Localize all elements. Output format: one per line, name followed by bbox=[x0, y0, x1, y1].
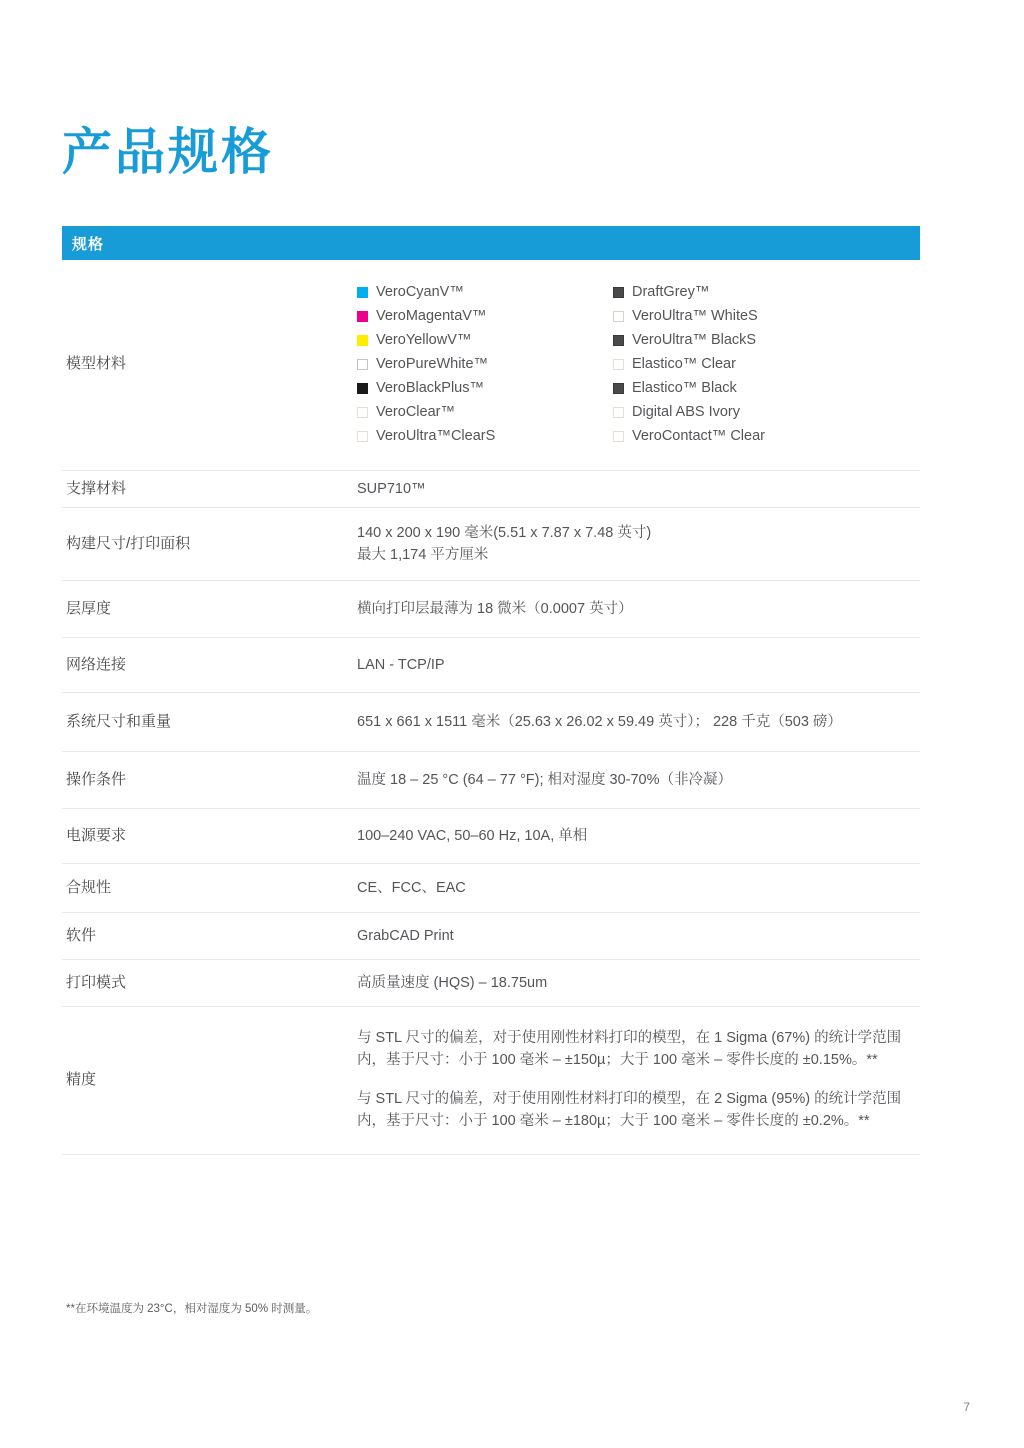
material-label: VeroUltra™ClearS bbox=[376, 428, 496, 444]
material-label: VeroContact™ Clear bbox=[632, 428, 765, 444]
material-item bbox=[357, 280, 613, 304]
material-swatch-icon bbox=[357, 335, 368, 346]
material-label: VeroClear™ bbox=[376, 404, 455, 420]
spec-row-power bbox=[62, 809, 920, 864]
material-label: Elastico™ Black bbox=[632, 380, 737, 396]
spec-row-label: 网络连接 bbox=[66, 656, 127, 673]
spec-table bbox=[62, 226, 920, 1155]
spec-value-line: CE、FCC、EAC bbox=[357, 880, 466, 896]
material-item bbox=[613, 376, 765, 400]
spec-value-line: 与 STL 尺寸的偏差，对于使用刚性材料打印的模型，在 2 Sigma (95%) 的统计学范围内，基于尺寸：小于 100 毫米 – ±180µ；大于 100 毫米 – 零件长度的 ±0.2%。** bbox=[357, 1091, 902, 1129]
spec-row-label: 打印模式 bbox=[66, 974, 127, 991]
spec-row-label: 构建尺寸/打印面积 bbox=[66, 535, 191, 552]
spec-row-soft bbox=[62, 913, 920, 960]
material-swatch-icon bbox=[357, 431, 368, 442]
spec-row-value bbox=[357, 654, 920, 676]
spec-row-value bbox=[357, 711, 920, 733]
material-label: VeroYellowV™ bbox=[376, 332, 472, 348]
material-item bbox=[357, 352, 613, 376]
material-swatch-icon bbox=[613, 383, 624, 394]
material-item bbox=[613, 400, 765, 424]
spec-value-line: 与 STL 尺寸的偏差，对于使用刚性材料打印的模型，在 1 Sigma (67%) 的统计学范围内，基于尺寸：小于 100 毫米 – ±150µ；大于 100 毫米 – 零件长度的 ±0.15%。** bbox=[357, 1030, 902, 1068]
page-title: 产品规格 bbox=[62, 124, 274, 180]
material-label: Digital ABS Ivory bbox=[632, 404, 740, 420]
spec-row-value bbox=[357, 598, 920, 620]
materials-column-2 bbox=[613, 280, 765, 448]
spec-row-ops bbox=[62, 752, 920, 809]
material-swatch-icon bbox=[613, 311, 624, 322]
spec-row-size bbox=[62, 693, 920, 752]
material-label: VeroUltra™ BlackS bbox=[632, 332, 757, 348]
spec-row-label: 电源要求 bbox=[66, 827, 127, 844]
spec-row-label: 精度 bbox=[66, 1070, 97, 1088]
spec-row-value bbox=[357, 522, 920, 566]
spec-row-materials bbox=[62, 260, 920, 471]
spec-row-value bbox=[357, 877, 920, 899]
spec-row-label: 软件 bbox=[66, 927, 97, 944]
material-swatch-icon bbox=[613, 335, 624, 346]
material-item bbox=[613, 424, 765, 448]
spec-value-line: 温度 18 – 25 °C (64 – 77 °F); 相对湿度 30-70%（非冷凝） bbox=[357, 772, 733, 788]
spec-row-print bbox=[62, 960, 920, 1007]
materials-column-1 bbox=[357, 280, 613, 448]
spec-row-label: 操作条件 bbox=[66, 771, 127, 788]
spec-row-sup bbox=[62, 471, 920, 508]
material-item bbox=[357, 304, 613, 328]
materials-columns bbox=[357, 280, 920, 448]
page-number: 7 bbox=[963, 1400, 970, 1414]
footnote: **在环境温度为 23°C，相对湿度为 50% 时测量。 bbox=[66, 1303, 318, 1315]
material-label: VeroCyanV™ bbox=[376, 284, 464, 300]
spec-row-label: 合规性 bbox=[66, 879, 112, 896]
material-label: VeroBlackPlus™ bbox=[376, 380, 484, 396]
spec-row-label: 支撑材料 bbox=[66, 480, 127, 497]
spec-value-line: 100–240 VAC, 50–60 Hz, 10A, 单相 bbox=[357, 828, 588, 844]
spec-row-value bbox=[357, 478, 920, 500]
spec-row-value bbox=[357, 769, 920, 791]
material-swatch-icon bbox=[613, 359, 624, 370]
spec-value-line: GrabCAD Print bbox=[357, 928, 454, 944]
material-swatch-icon bbox=[357, 407, 368, 418]
spec-value-line: 651 x 661 x 1511 毫米（25.63 x 26.02 x 59.49 英寸）； 228 千克（503 磅） bbox=[357, 714, 842, 730]
material-label: VeroPureWhite™ bbox=[376, 356, 489, 372]
spec-row-label: 层厚度 bbox=[66, 600, 112, 617]
material-label: VeroMagentaV™ bbox=[376, 308, 487, 324]
spec-row-value bbox=[357, 825, 920, 847]
material-item bbox=[357, 376, 613, 400]
material-swatch-icon bbox=[357, 311, 368, 322]
spec-row-comp bbox=[62, 864, 920, 913]
spec-row-value bbox=[357, 925, 920, 947]
material-swatch-icon bbox=[613, 407, 624, 418]
material-item bbox=[357, 328, 613, 352]
spec-row-layer bbox=[62, 581, 920, 638]
material-item bbox=[357, 424, 613, 448]
material-label: DraftGrey™ bbox=[632, 284, 710, 300]
spec-rows bbox=[62, 471, 920, 1155]
spec-value-line: 140 x 200 x 190 毫米(5.51 x 7.87 x 7.48 英寸) bbox=[357, 525, 652, 541]
spec-value-line: 最大 1,174 平方厘米 bbox=[357, 547, 489, 563]
material-item bbox=[613, 328, 765, 352]
spec-row-accuracy bbox=[62, 1007, 920, 1155]
material-swatch-icon bbox=[357, 359, 368, 370]
spec-row-value bbox=[357, 1027, 920, 1132]
spec-row-network bbox=[62, 638, 920, 693]
material-swatch-icon bbox=[613, 287, 624, 298]
table-header-label: 规格 bbox=[72, 235, 105, 253]
spec-value-line: 横向打印层最薄为 18 微米（0.0007 英寸） bbox=[357, 601, 633, 617]
material-label: Elastico™ Clear bbox=[632, 356, 736, 372]
spec-value-line: LAN - TCP/IP bbox=[357, 657, 445, 673]
spec-value-line: SUP710™ bbox=[357, 481, 426, 497]
material-item bbox=[357, 400, 613, 424]
material-swatch-icon bbox=[357, 383, 368, 394]
material-item bbox=[613, 304, 765, 328]
material-item bbox=[613, 280, 765, 304]
spec-row-value bbox=[357, 972, 920, 994]
spec-row-build bbox=[62, 508, 920, 581]
table-header bbox=[62, 226, 920, 260]
material-label: VeroUltra™ WhiteS bbox=[632, 308, 758, 324]
material-swatch-icon bbox=[357, 287, 368, 298]
material-swatch-icon bbox=[613, 431, 624, 442]
material-item bbox=[613, 352, 765, 376]
spec-row-label: 模型材料 bbox=[66, 355, 127, 372]
spec-row-label: 系统尺寸和重量 bbox=[66, 713, 172, 730]
spec-value-line: 高质量速度 (HQS) – 18.75um bbox=[357, 975, 548, 991]
